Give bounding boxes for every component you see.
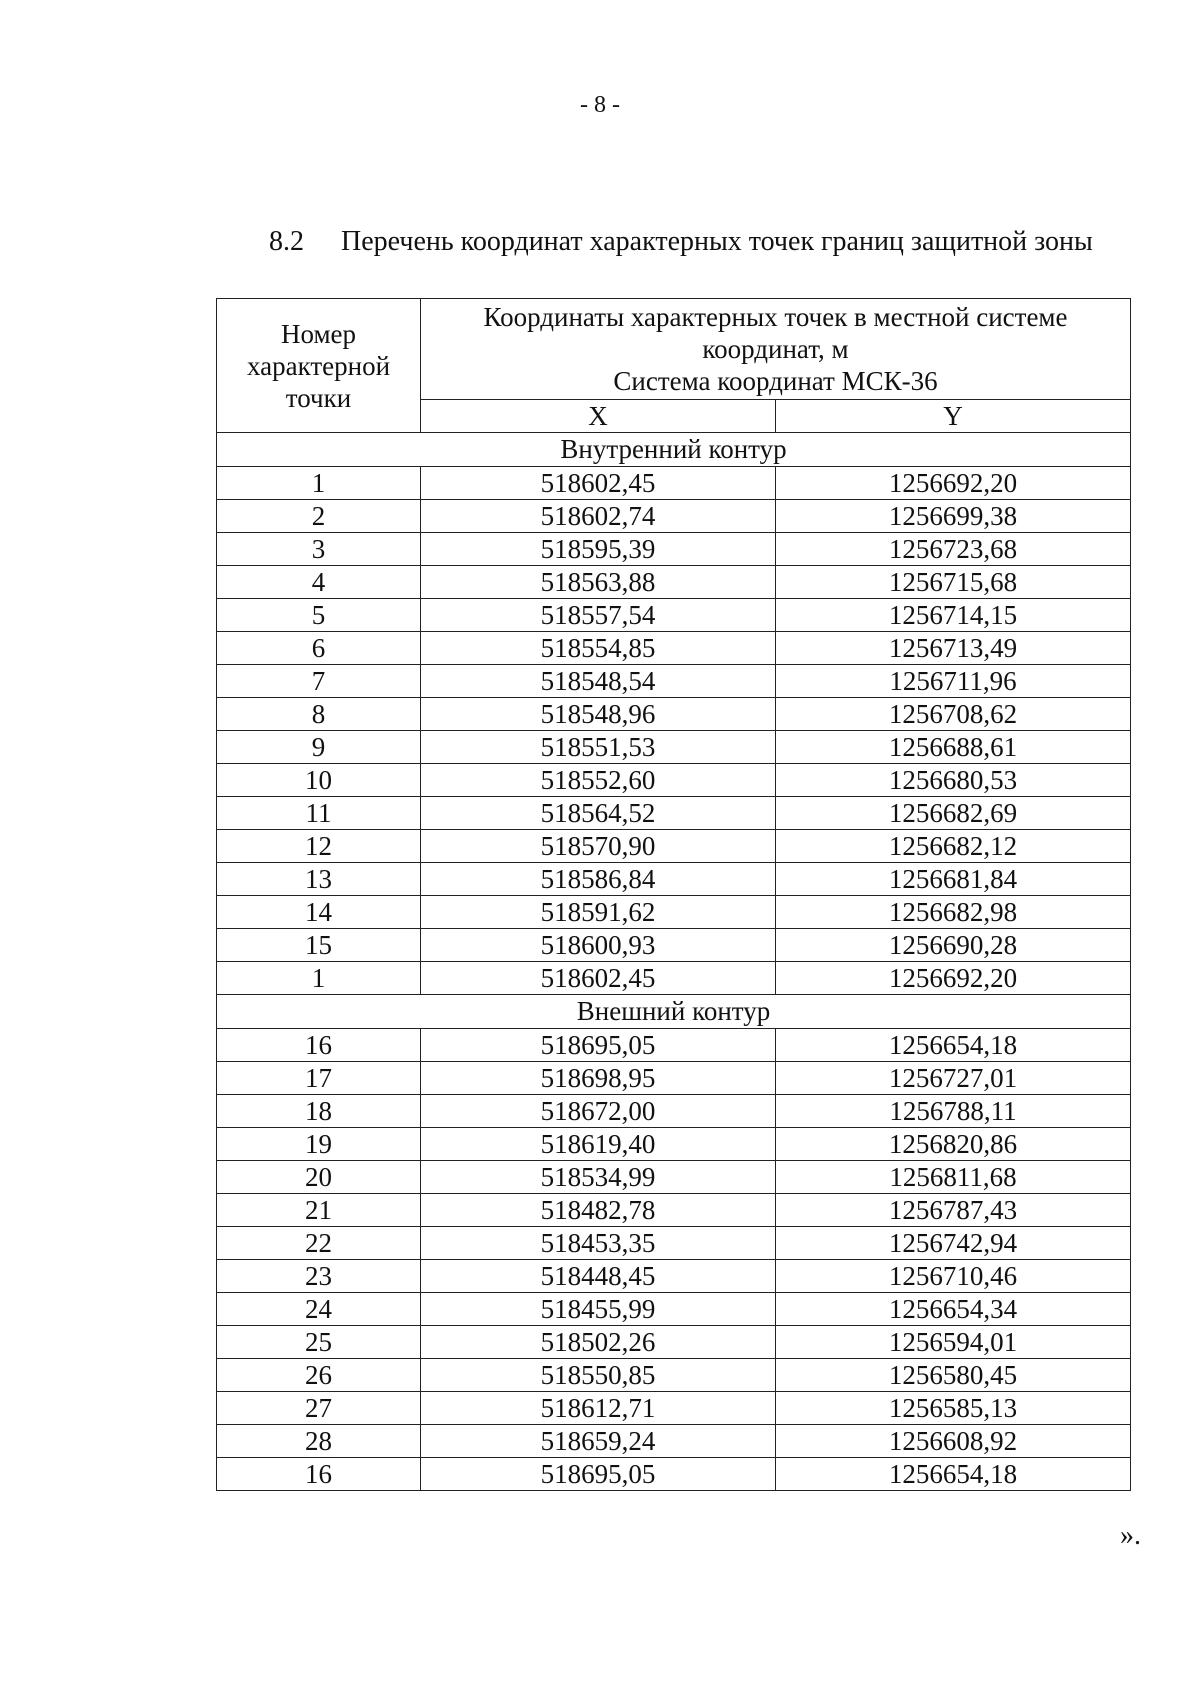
x-coordinate-cell: 518551,53 — [421, 731, 776, 764]
x-coordinate-cell: 518672,00 — [421, 1095, 776, 1128]
y-coordinate-cell: 1256713,49 — [776, 632, 1131, 665]
coordinates-header — [421, 299, 1131, 400]
x-coordinate-cell: 518695,05 — [421, 1458, 776, 1491]
coordinates-header-line1: Координаты характерных точек в местной системе — [483, 302, 1068, 332]
point-number-cell: 3 — [217, 533, 421, 566]
x-coordinate-cell: 518482,78 — [421, 1194, 776, 1227]
x-coordinate-cell: 518659,24 — [421, 1425, 776, 1458]
y-coordinate-cell: 1256654,34 — [776, 1293, 1131, 1326]
y-coordinate-cell: 1256688,61 — [776, 731, 1131, 764]
x-coordinate-cell: 518534,99 — [421, 1161, 776, 1194]
coordinates-header-line2: координат, м — [702, 334, 849, 364]
section-title-cell: Внешний контур — [217, 995, 1131, 1029]
table-row — [217, 467, 1131, 500]
x-coordinate-cell: 518448,45 — [421, 1260, 776, 1293]
y-coordinate-cell: 1256811,68 — [776, 1161, 1131, 1194]
x-coordinate-cell: 518602,45 — [421, 467, 776, 500]
y-coordinate-cell: 1256682,69 — [776, 797, 1131, 830]
table-row — [217, 1359, 1131, 1392]
x-coordinate-cell: 518552,60 — [421, 764, 776, 797]
point-number-cell: 5 — [217, 599, 421, 632]
y-coordinate-cell: 1256788,11 — [776, 1095, 1131, 1128]
point-number-cell: 16 — [217, 1458, 421, 1491]
x-coordinate-cell: 518550,85 — [421, 1359, 776, 1392]
point-number-cell: 18 — [217, 1095, 421, 1128]
section-title-cell: Внутренний контур — [217, 433, 1131, 467]
y-coordinate-cell: 1256654,18 — [776, 1029, 1131, 1062]
x-coordinate-cell: 518595,39 — [421, 533, 776, 566]
point-number-cell: 16 — [217, 1029, 421, 1062]
x-coordinate-cell: 518698,95 — [421, 1062, 776, 1095]
table-row — [217, 1392, 1131, 1425]
point-number-cell: 15 — [217, 929, 421, 962]
table-row — [217, 1029, 1131, 1062]
x-coordinate-cell: 518564,52 — [421, 797, 776, 830]
point-number-cell: 19 — [217, 1128, 421, 1161]
y-coordinate-cell: 1256690,28 — [776, 929, 1131, 962]
x-coordinate-cell: 518602,45 — [421, 962, 776, 995]
x-header: X — [421, 400, 776, 433]
point-number-cell: 17 — [217, 1062, 421, 1095]
table-row — [217, 665, 1131, 698]
table-row — [217, 1194, 1131, 1227]
page-number: - 8 - — [580, 92, 620, 118]
table-header-row — [217, 299, 1131, 400]
y-coordinate-cell: 1256654,18 — [776, 1458, 1131, 1491]
y-coordinate-cell: 1256608,92 — [776, 1425, 1131, 1458]
section-row — [217, 995, 1131, 1029]
table-row — [217, 632, 1131, 665]
section-row — [217, 433, 1131, 467]
table-row — [217, 929, 1131, 962]
x-coordinate-cell: 518455,99 — [421, 1293, 776, 1326]
table-row — [217, 1326, 1131, 1359]
table-row — [217, 599, 1131, 632]
y-coordinate-cell: 1256787,43 — [776, 1194, 1131, 1227]
table-row — [217, 1227, 1131, 1260]
point-number-cell: 1 — [217, 962, 421, 995]
point-number-cell: 27 — [217, 1392, 421, 1425]
y-coordinate-cell: 1256742,94 — [776, 1227, 1131, 1260]
y-header: Y — [776, 400, 1131, 433]
table-row — [217, 698, 1131, 731]
x-coordinate-cell: 518591,62 — [421, 896, 776, 929]
table-row — [217, 1128, 1131, 1161]
y-coordinate-cell: 1256715,68 — [776, 566, 1131, 599]
coordinates-header-line3: Система координат МСК-36 — [613, 366, 938, 396]
y-coordinate-cell: 1256594,01 — [776, 1326, 1131, 1359]
y-coordinate-cell: 1256580,45 — [776, 1359, 1131, 1392]
point-number-cell: 4 — [217, 566, 421, 599]
y-coordinate-cell: 1256723,68 — [776, 533, 1131, 566]
x-coordinate-cell: 518502,26 — [421, 1326, 776, 1359]
section-heading — [269, 226, 1093, 258]
y-coordinate-cell: 1256714,15 — [776, 599, 1131, 632]
x-coordinate-cell: 518453,35 — [421, 1227, 776, 1260]
table-row — [217, 797, 1131, 830]
table-row — [217, 1260, 1131, 1293]
x-coordinate-cell: 518619,40 — [421, 1128, 776, 1161]
closing-quote-mark: ». — [1120, 1520, 1141, 1551]
y-coordinate-cell: 1256710,46 — [776, 1260, 1131, 1293]
table-row — [217, 500, 1131, 533]
point-number-cell: 25 — [217, 1326, 421, 1359]
coordinates-table — [216, 298, 1131, 1491]
y-coordinate-cell: 1256680,53 — [776, 764, 1131, 797]
y-coordinate-cell: 1256708,62 — [776, 698, 1131, 731]
table-row — [217, 896, 1131, 929]
point-number-cell: 22 — [217, 1227, 421, 1260]
table-row — [217, 1425, 1131, 1458]
section-title: Перечень координат характерных точек границ защитной зоны — [341, 226, 1093, 257]
x-coordinate-cell: 518548,54 — [421, 665, 776, 698]
point-number-cell: 20 — [217, 1161, 421, 1194]
x-coordinate-cell: 518612,71 — [421, 1392, 776, 1425]
x-coordinate-cell: 518602,74 — [421, 500, 776, 533]
y-coordinate-cell: 1256682,12 — [776, 830, 1131, 863]
section-number: 8.2 — [269, 226, 304, 257]
point-number-cell: 1 — [217, 467, 421, 500]
table-row — [217, 533, 1131, 566]
table-row — [217, 566, 1131, 599]
table-row — [217, 1062, 1131, 1095]
table-row — [217, 1293, 1131, 1326]
x-coordinate-cell: 518563,88 — [421, 566, 776, 599]
point-number-cell: 10 — [217, 764, 421, 797]
point-number-cell: 21 — [217, 1194, 421, 1227]
point-number-cell: 24 — [217, 1293, 421, 1326]
table-row — [217, 764, 1131, 797]
x-coordinate-cell: 518557,54 — [421, 599, 776, 632]
point-number-cell: 23 — [217, 1260, 421, 1293]
y-coordinate-cell: 1256681,84 — [776, 863, 1131, 896]
table-row — [217, 1458, 1131, 1491]
table-row — [217, 731, 1131, 764]
x-coordinate-cell: 518570,90 — [421, 830, 776, 863]
table-row — [217, 1161, 1131, 1194]
table-row — [217, 863, 1131, 896]
point-number-cell: 26 — [217, 1359, 421, 1392]
y-coordinate-cell: 1256692,20 — [776, 962, 1131, 995]
x-coordinate-cell: 518695,05 — [421, 1029, 776, 1062]
point-number-cell: 28 — [217, 1425, 421, 1458]
point-number-cell: 6 — [217, 632, 421, 665]
x-coordinate-cell: 518548,96 — [421, 698, 776, 731]
y-coordinate-cell: 1256699,38 — [776, 500, 1131, 533]
x-coordinate-cell: 518600,93 — [421, 929, 776, 962]
point-number-cell: 14 — [217, 896, 421, 929]
point-number-cell: 2 — [217, 500, 421, 533]
x-coordinate-cell: 518586,84 — [421, 863, 776, 896]
x-coordinate-cell: 518554,85 — [421, 632, 776, 665]
table-row — [217, 1095, 1131, 1128]
table-row — [217, 962, 1131, 995]
y-coordinate-cell: 1256727,01 — [776, 1062, 1131, 1095]
point-number-header: Номер характерной точки — [217, 299, 421, 433]
y-coordinate-cell: 1256711,96 — [776, 665, 1131, 698]
y-coordinate-cell: 1256585,13 — [776, 1392, 1131, 1425]
y-coordinate-cell: 1256692,20 — [776, 467, 1131, 500]
point-number-cell: 11 — [217, 797, 421, 830]
point-number-cell: 12 — [217, 830, 421, 863]
y-coordinate-cell: 1256682,98 — [776, 896, 1131, 929]
point-number-cell: 13 — [217, 863, 421, 896]
table-row — [217, 830, 1131, 863]
point-number-cell: 7 — [217, 665, 421, 698]
table-body — [217, 433, 1131, 1491]
point-number-cell: 9 — [217, 731, 421, 764]
point-number-cell: 8 — [217, 698, 421, 731]
y-coordinate-cell: 1256820,86 — [776, 1128, 1131, 1161]
